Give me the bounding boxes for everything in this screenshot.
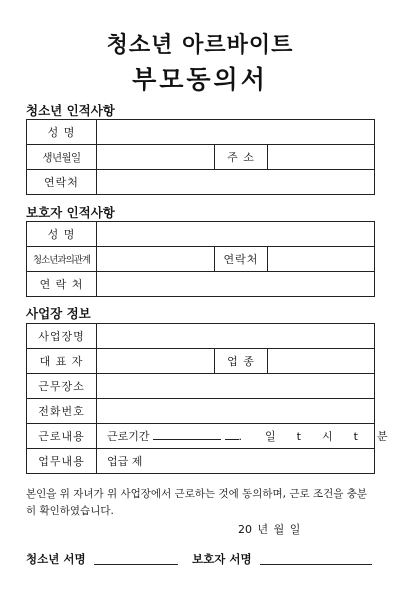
guardian-contact-label: 연락처 <box>215 247 268 272</box>
youth-address-label: 주 소 <box>215 145 268 170</box>
work-time-day: 일 <box>265 430 276 443</box>
youth-contact-field[interactable] <box>97 170 375 195</box>
youth-birth-label: 생년월일 <box>27 145 97 170</box>
work-location-label: 근무장소 <box>27 374 97 399</box>
guardian-signature-label: 보호자 서명 <box>192 552 252 566</box>
agreement-text: 본인을 위 자녀가 위 사업장에서 근로하는 것에 동의하며, 근로 조건을 충분히 확인하였습니다. <box>26 488 368 517</box>
workplace-section-heading: 사업장 정보 <box>26 306 91 321</box>
phone-field[interactable] <box>97 399 375 424</box>
phone-label: 전화번호 <box>27 399 97 424</box>
work-period-blank-line <box>153 430 221 440</box>
form-title-line1: 청소년 아르바이트 <box>106 33 294 58</box>
guardian-contact-label-2: 연 락 처 <box>27 272 97 297</box>
representative-label: 대 표 자 <box>27 349 97 374</box>
youth-birth-field[interactable] <box>97 145 215 170</box>
representative-field[interactable] <box>97 349 215 374</box>
youth-section-heading: 청소년 인적사항 <box>26 103 115 118</box>
work-time-t2: t <box>353 430 358 443</box>
youth-name-field[interactable] <box>97 120 375 145</box>
workplace-info-table <box>26 323 388 474</box>
agreement-date: 20 년 월 일 <box>238 523 301 536</box>
work-time-min: 분 <box>376 430 388 443</box>
guardian-contact-field[interactable] <box>268 247 375 272</box>
work-period-blank-line-short <box>225 430 239 440</box>
industry-label: 업 종 <box>215 349 268 374</box>
youth-name-label: 성 명 <box>27 120 97 145</box>
work-period-text: 근로기간 <box>107 430 150 443</box>
guardian-info-table <box>26 221 375 297</box>
work-content-label: 근로내용 <box>27 424 97 449</box>
guardian-relation-field[interactable] <box>97 247 215 272</box>
form-title-line2: 부모동의서 <box>132 65 268 94</box>
youth-signature-line[interactable] <box>94 564 178 565</box>
industry-field[interactable] <box>268 349 375 374</box>
work-time-hour: 시 <box>321 430 333 443</box>
work-location-field[interactable] <box>97 374 375 399</box>
guardian-section-heading: 보호자 인적사항 <box>26 205 115 220</box>
job-content-field[interactable]: 업급 제 <box>97 449 375 474</box>
work-period-field[interactable]: 근로기간 . 일 t 시 t 분 <box>97 424 375 449</box>
guardian-name-label: 성 명 <box>27 222 97 247</box>
youth-signature-label: 청소년 서명 <box>26 552 86 566</box>
youth-info-table <box>26 119 375 195</box>
guardian-contact-field-2[interactable] <box>97 272 375 297</box>
business-name-field[interactable] <box>97 324 375 349</box>
guardian-name-field[interactable] <box>97 222 375 247</box>
guardian-signature-line[interactable] <box>260 564 372 565</box>
guardian-relation-label: 청소년과의관계 <box>27 247 97 272</box>
business-name-label: 사업장명 <box>27 324 97 349</box>
job-content-label: 업무내용 <box>27 449 97 474</box>
youth-address-field[interactable] <box>268 145 375 170</box>
youth-contact-label: 연락처 <box>27 170 97 195</box>
work-time-t1: t <box>296 430 301 443</box>
